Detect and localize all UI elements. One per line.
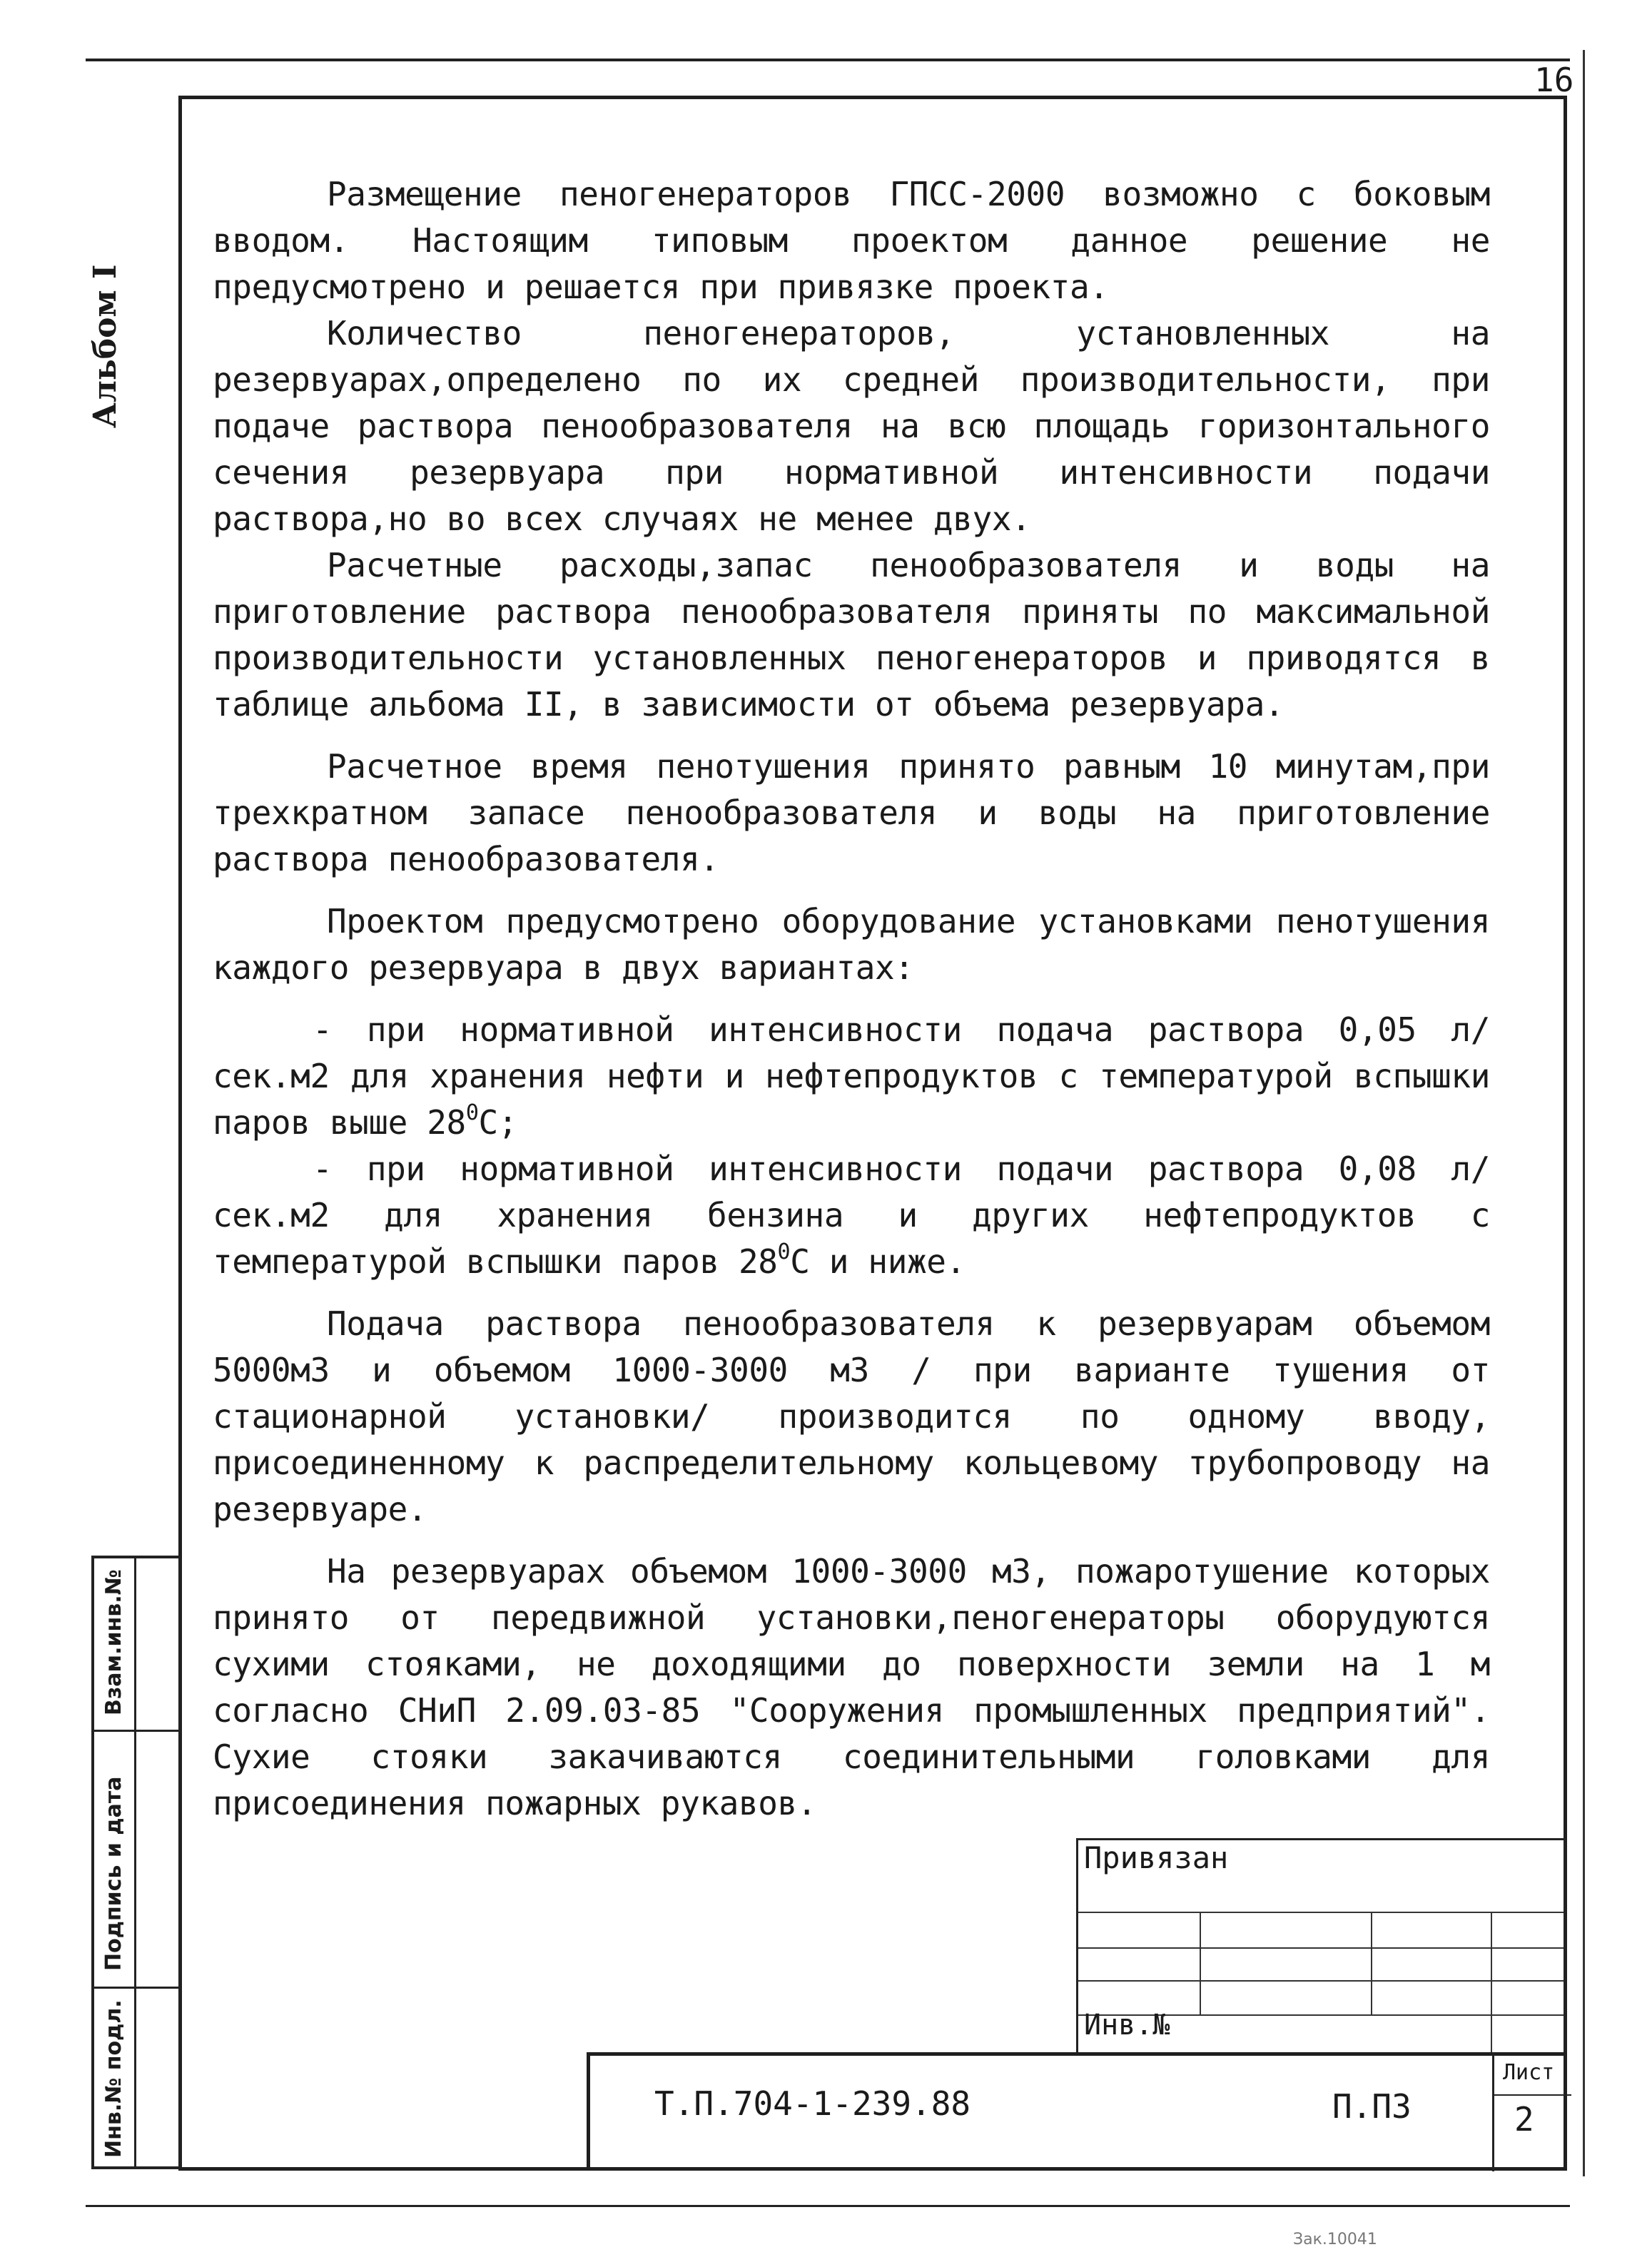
page-number: 16 [1534,61,1574,99]
signature-date-label: Подпись и дата [101,1776,126,1971]
paragraph-generator-count: Количество пеногенераторов, установленных на резервуарах,определено по их средней производительности, при подаче раствора пенообразователя на всю площадь горизонтального сечения резервуара при нормативной интенсивности подачи раствора,но во всех случаях не менее двух. [213,314,1490,538]
binding-grid-line [1200,1912,1201,2014]
side-stamp-divider [134,1558,136,2166]
sheet-box [1492,2053,1571,2171]
variant-2 [213,1146,1490,1285]
variant-2-text: - при нормативной интенсивности подачи раствора 0,08 л/сек.м2 для хранения бензина и других нефтепродуктов с температурой вспышки паров 28 [213,1150,1490,1281]
variant-1 [213,1007,1490,1146]
paragraph-calculated-flow: Расчетные расходы,запас пенообразователя и воды на приготовление раствора пенообразователя приняты по максимальной производительности установленных пеногенераторов и приводятся в таблице альбома II, в зависимости от объема резервуара. [213,546,1490,724]
top-rule [86,59,1570,61]
paragraph-dry-risers: На резервуарах объемом 1000-3000 м3, пожаротушение которых принято от передвижной установки,пеногенераторы оборудуются сухими стояками, не доходящими до поверхности земли на 1 м согласно СНиП 2.09.03-85 "Сооружения промышленных предприятий". Сухие стояки закачиваются соединительными головками для присоединения пожарных рукавов. [213,1552,1490,1822]
binding-grid-line [1491,1912,1492,2054]
variant-1-text: - при нормативной интенсивности подача раствора 0,05 л/сек.м2 для хранения нефти и нефтепродуктов с температурой вспышки паров выше 28 [213,1010,1490,1142]
title-block [587,2052,1566,2171]
sheet-number: 2 [1514,2100,1534,2139]
album-label: Альбом I [87,264,123,428]
variant-2-tail: С и ниже. [790,1242,966,1281]
section-code: П.ПЗ [1332,2087,1412,2126]
binding-inv-label: Инв.№ [1084,2009,1170,2042]
binding-grid-line [1371,1912,1372,2014]
paragraph-extinguishing-time: Расчетное время пенотушения принято равным 10 минутам,при трехкратном запасе пенообразователя и воды на приготовление раствора пенообразователя. [213,747,1490,878]
document-code: Т.П.704-1-239.88 [654,2084,971,2123]
side-stamp-row-line [94,1987,178,1989]
inv-podl-label: Инв.№ подл. [101,1999,126,2158]
sheet-label: Лист [1503,2060,1555,2085]
side-stamp [91,1556,181,2169]
vzam-inv-label: Взам.инв.№ [101,1569,126,1715]
side-stamp-row-line [94,1730,178,1732]
variant-1-degree: 0 [465,1100,479,1125]
variant-1-tail: С; [478,1103,518,1142]
sheet-divider [1494,2094,1571,2096]
paragraph-solution-supply: Подача раствора пенообразователя к резервуарам объемом 5000м3 и объемом 1000-3000 м3 / при варианте тушения от стационарной установки/ производится по одному вводу, присоединенному к распределительному кольцевому трубопроводу на резервуаре. [213,1304,1490,1528]
paragraph-side-entry: Размещение пеногенераторов ГПСС-2000 возможно с боковым вводом. Настоящим типовым проектом данное решение не предусмотрено и решается при привязке проекта. [213,175,1490,306]
right-edge-line [1583,50,1585,2176]
paragraph-variants-intro: Проектом предусмотрено оборудование установками пенотушения каждого резервуара в двух вариантах: [213,902,1490,987]
binding-title: Привязан [1084,1840,1229,1875]
variant-2-degree: 0 [777,1239,791,1264]
body-text [213,171,1490,1827]
binding-block [1076,1838,1566,2055]
bottom-rule [86,2205,1570,2207]
footer-note: Зак.10041 [1293,2231,1377,2248]
